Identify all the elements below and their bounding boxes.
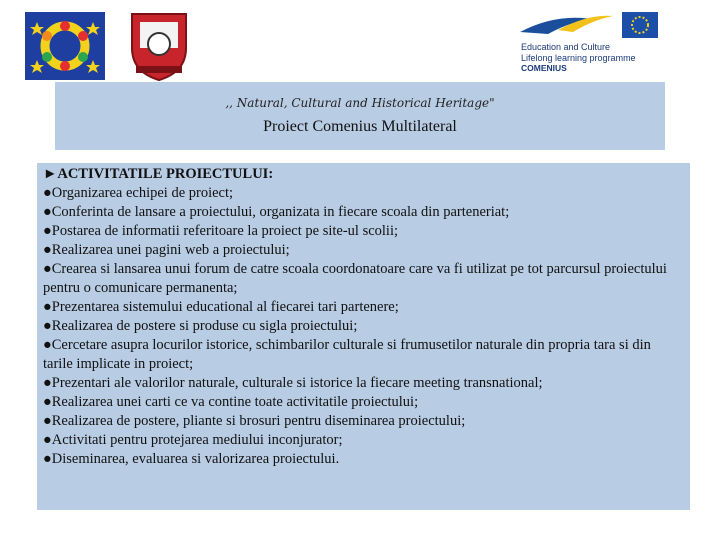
list-item: ●Cercetare asupra locurilor istorice, schimbarilor culturale si frumusetilor naturale din propria tara si din tarile implicate in proiect; [43,337,651,372]
list-item: ●Prezentarea sistemului educational al fiecarei tari partenere; [43,299,399,315]
list-item: ●Realizarea unei pagini web a proiectului; [43,242,290,258]
list-item: ●Realizarea de postere, pliante si brosuri pentru diseminarea proiectului; [43,413,466,429]
list-item: ●Activitati pentru protejarea mediului inconjurator; [43,432,343,448]
list-item: ●Postarea de informatii referitoare la proiect pe site-ul scolii; [43,223,399,239]
project-subtitle: ,, Natural, Cultural and Historical Heritage" [225,96,495,110]
eu-logo-line-2: Lifelong learning programme [521,53,636,63]
page-title: Proiect Comenius Multilateral [263,118,457,135]
list-item: ●Conferinta de lansare a proiectului, organizata in fiecare scoala din parteneriat; [43,204,510,220]
list-item: ●Prezentari ale valorilor naturale, culturale si istorice la fiecare meeting transnational; [43,375,543,391]
header-box [55,82,665,150]
eu-logo-line-3: COMENIUS [521,63,567,73]
list-item: ●Realizarea de postere si produse cu sigla proiectului; [43,318,358,334]
activities-box [37,163,690,510]
list-item: ●Diseminarea, evaluarea si valorizarea proiectului. [43,451,340,467]
eu-logo-line-1: Education and Culture [521,42,611,52]
list-item: ●Realizarea unei carti ce va contine toate activitatile proiectului; [43,394,419,410]
school-crest-logo [122,8,196,82]
activities-heading: ►ACTIVITATILE PROIECTULUI: [43,166,274,182]
list-item: ●Crearea si lansarea unui forum de catre scoala coordonatoare care va fi utilizat pe tot parcursul proiectului pentru o comunicare permanenta; [43,261,667,296]
list-item: ●Organizarea echipei de proiect; [43,185,234,201]
comenius-children-logo [25,12,105,80]
